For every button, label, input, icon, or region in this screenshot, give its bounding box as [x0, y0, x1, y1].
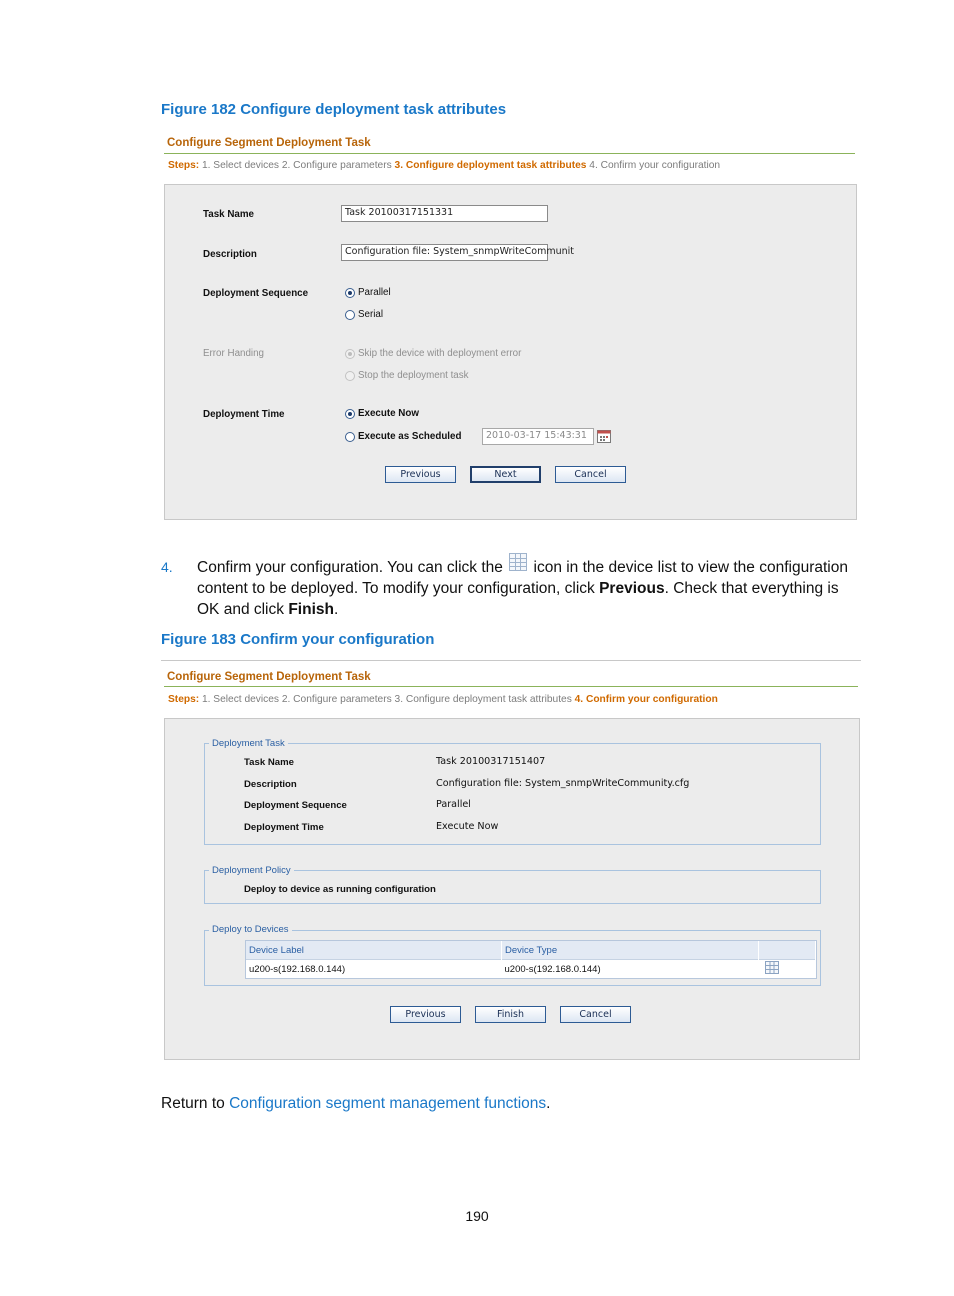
table-header [246, 941, 816, 960]
radio-serial[interactable] [345, 309, 383, 320]
description-key: Description [244, 779, 297, 790]
figure-182-caption: Figure 182 Configure deployment task attributes [161, 101, 507, 118]
step-4-bold-previous: Previous [599, 580, 665, 597]
cell-action [759, 960, 816, 979]
divider [164, 153, 855, 154]
col-device-type[interactable]: Device Type [502, 941, 759, 960]
error-handling-label: Error Handing [203, 348, 264, 359]
task-name-label: Task Name [203, 209, 255, 220]
panel-title-2: Configure Segment Deployment Task [167, 671, 371, 683]
radio-parallel[interactable] [345, 287, 391, 298]
deploy-devices-legend: Deploy to Devices [209, 924, 292, 935]
step-4: 4. Confirm your configuration [589, 160, 721, 171]
step-number: 4. [161, 559, 173, 575]
return-link[interactable]: Configuration segment management functions [229, 1095, 547, 1112]
task-name-input[interactable]: Task 20100317151331 [341, 205, 548, 222]
radio-execute-now-icon[interactable] [345, 409, 355, 419]
deployment-task-legend: Deployment Task [209, 738, 288, 749]
cell-device-label: u200-s(192.168.0.144) [246, 960, 502, 979]
finish-button[interactable]: Finish [475, 1006, 546, 1023]
step-1: 1. Select devices [201, 160, 279, 171]
return-end: . [546, 1095, 551, 1112]
cancel-button-2[interactable]: Cancel [560, 1006, 631, 1023]
cancel-button[interactable]: Cancel [555, 466, 626, 483]
step-4-text-b: icon in the device list to view the configuration content to be deployed. To modify your configuration, click [197, 559, 848, 597]
radio-skip-device [345, 348, 521, 359]
col-device-label[interactable]: Device Label [246, 941, 502, 960]
step-2: 2. Configure parameters [281, 160, 392, 171]
radio-stop-icon [345, 371, 355, 381]
steps-label: Steps: [168, 160, 200, 171]
step-4-paragraph [197, 557, 865, 620]
table-row [246, 960, 816, 979]
description-label: Description [203, 249, 257, 260]
steps-bar-2 [168, 694, 718, 705]
return-line [161, 1093, 550, 1114]
deployment-sequence-key: Deployment Sequence [244, 800, 347, 811]
radio-parallel-label: Parallel [358, 287, 391, 298]
radio-skip-label: Skip the device with deployment error [358, 348, 522, 359]
task-name-value: Task 20100317151407 [436, 756, 546, 767]
deployment-time-key: Deployment Time [244, 822, 324, 833]
step-4-text-a: Confirm your configuration. You can click the [197, 559, 503, 576]
previous-button[interactable]: Previous [385, 466, 456, 483]
radio-skip-icon [345, 349, 355, 359]
previous-button-2[interactable]: Previous [390, 1006, 461, 1023]
step-3-b: 3. Configure deployment task attributes [394, 694, 572, 705]
view-configuration-icon[interactable] [765, 961, 779, 977]
radio-serial-icon[interactable] [345, 310, 355, 320]
page-number: 190 [465, 1208, 489, 1224]
radio-stop-label: Stop the deployment task [358, 370, 469, 381]
step-4-current: 4. Confirm your configuration [574, 694, 718, 705]
divider-2 [164, 686, 858, 687]
deployment-time-label: Deployment Time [203, 409, 285, 420]
deployment-policy-value: Deploy to device as running configuration [244, 884, 436, 895]
panel-title: Configure Segment Deployment Task [167, 137, 371, 149]
step-4-text-c: . Check that everything is OK and click [197, 580, 839, 618]
deployment-sequence-label: Deployment Sequence [203, 288, 309, 299]
radio-execute-scheduled-label: Execute as Scheduled [358, 431, 462, 442]
step-4-bold-finish: Finish [288, 601, 334, 618]
deployment-policy-legend: Deployment Policy [209, 865, 294, 876]
radio-execute-scheduled[interactable] [345, 431, 461, 442]
radio-execute-scheduled-icon[interactable] [345, 432, 355, 442]
description-value: Configuration file: System_snmpWriteCommunity.cfg [436, 778, 690, 789]
deployment-sequence-value: Parallel [436, 799, 471, 810]
radio-parallel-icon[interactable] [345, 288, 355, 298]
view-config-icon [507, 558, 529, 574]
steps-label-2: Steps: [168, 694, 200, 705]
cell-device-type: u200-s(192.168.0.144) [502, 960, 759, 979]
steps-bar [168, 160, 720, 171]
task-name-key: Task Name [244, 757, 294, 768]
step-1-b: 1. Select devices [201, 694, 279, 705]
calendar-icon[interactable] [597, 430, 611, 443]
radio-execute-now-label: Execute Now [358, 408, 419, 419]
description-input[interactable]: Configuration file: System_snmpWriteCommunit [341, 244, 548, 261]
radio-execute-now[interactable] [345, 408, 419, 419]
step-2-b: 2. Configure parameters [281, 694, 392, 705]
next-button[interactable]: Next [470, 466, 541, 483]
figure-183-caption: Figure 183 Confirm your configuration [161, 631, 435, 648]
return-text: Return to [161, 1095, 225, 1112]
deployment-time-value: Execute Now [436, 821, 499, 832]
step-3-current: 3. Configure deployment task attributes [394, 160, 587, 171]
figure-separator [161, 660, 861, 661]
col-action [759, 941, 816, 960]
step-4-text-d: . [333, 601, 339, 618]
radio-serial-label: Serial [358, 309, 384, 320]
radio-stop-task [345, 370, 469, 381]
device-table [245, 940, 817, 979]
scheduled-time-input[interactable]: 2010-03-17 15:43:31 [482, 428, 594, 445]
